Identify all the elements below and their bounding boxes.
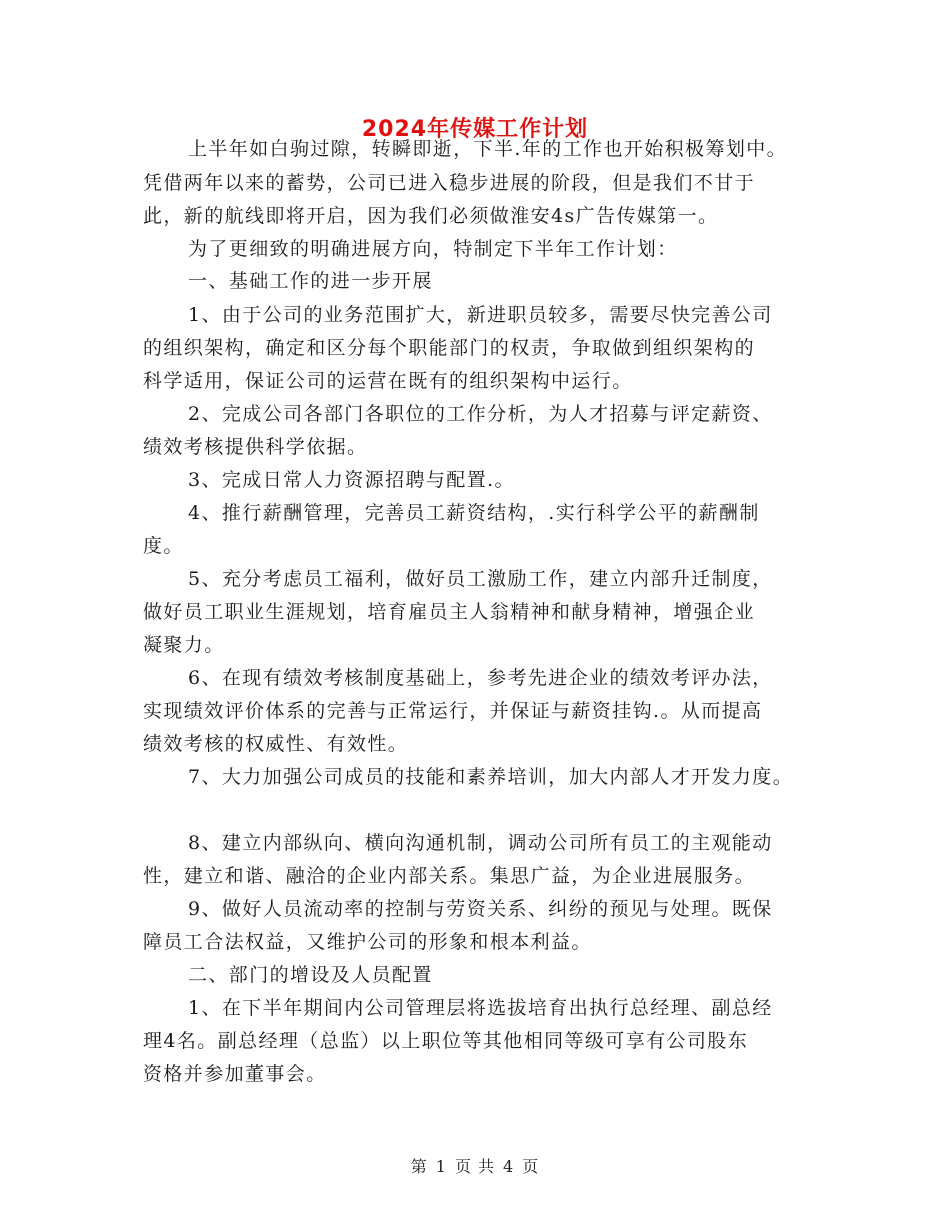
paragraph-line: 此，新的航线即将开启，因为我们必须做淮安4s广告传媒第一。	[143, 205, 719, 227]
section-heading: 二、部门的增设及人员配置	[188, 964, 433, 986]
paragraph-line: 绩效考核提供科学依据。	[143, 436, 368, 458]
footer-middle: 页 共	[454, 1157, 496, 1176]
paragraph-line: 障员工合法权益，又维护公司的形象和根本利益。	[143, 931, 592, 953]
footer-prefix: 第	[410, 1157, 428, 1176]
paragraph-line: 实现绩效评价体系的完善与正常运行，并保证与薪资挂钩.。从而提高	[143, 700, 763, 722]
paragraph-line: 资格并参加董事会。	[143, 1063, 327, 1085]
paragraph-line: 7、大力加强公司成员的技能和素养培训，加大内部人才开发力度。	[188, 766, 794, 788]
paragraph-line: 9、做好人员流动率的控制与劳资关系、纠纷的预见与处理。既保	[188, 898, 773, 920]
paragraph-line: 做好员工职业生涯规划，培育雇员主人翁精神和献身精神，增强企业	[143, 601, 756, 623]
paragraph-line: 凝聚力。	[143, 634, 225, 656]
paragraph-line: 5、充分考虑员工福利，做好员工激励工作，建立内部升迁制度，	[188, 568, 773, 590]
paragraph-line: 3、完成日常人力资源招聘与配置.。	[188, 469, 515, 491]
paragraph-line: 科学适用，保证公司的运营在既有的组织架构中运行。	[143, 370, 633, 392]
paragraph-line: 上半年如白驹过隙，转瞬即逝，下半.年的工作也开始积极筹划中。	[188, 138, 788, 160]
footer-suffix: 页	[522, 1157, 540, 1176]
paragraph-line: 1、由于公司的业务范围扩大，新进职员较多，需要尽快完善公司	[188, 304, 773, 326]
paragraph-line: 的组织架构，确定和区分每个职能部门的权责，争取做到组织架构的	[143, 337, 756, 359]
paragraph-line: 绩效考核的权威性、有效性。	[143, 733, 409, 755]
paragraph-line: 2、完成公司各部门各职位的工作分析，为人才招募与评定薪资、	[188, 403, 773, 425]
paragraph-line: 1、在下半年期间内公司管理层将选拔培育出执行总经理、副总经	[188, 997, 773, 1019]
paragraph-line: 为了更细致的明确进展方向，特制定下半年工作计划：	[188, 238, 678, 260]
paragraph-line: 6、在现有绩效考核制度基础上，参考先进企业的绩效考评办法，	[188, 667, 773, 689]
paragraph-line: 4、推行薪酬管理，完善员工薪资结构，.实行科学公平的薪酬制	[188, 502, 760, 524]
page-footer	[0, 1154, 950, 1177]
section-heading: 一、基础工作的进一步开展	[188, 270, 433, 292]
paragraph-line: 凭借两年以来的蓄势，公司已进入稳步进展的阶段，但是我们不甘于	[143, 172, 756, 194]
document-title: 2024年传媒工作计划	[361, 117, 589, 142]
paragraph-line: 8、建立内部纵向、横向沟通机制，调动公司所有员工的主观能动	[188, 832, 773, 854]
paragraph-line: 理4名。副总经理（总监）以上职位等其他相同等级可享有公司股东	[143, 1030, 749, 1052]
page-total: 4	[503, 1157, 515, 1176]
paragraph-line: 性，建立和谐、融洽的企业内部关系。集思广益，为企业进展服务。	[143, 865, 756, 887]
page-number: 1	[435, 1157, 447, 1176]
paragraph-line: 度。	[143, 535, 184, 557]
